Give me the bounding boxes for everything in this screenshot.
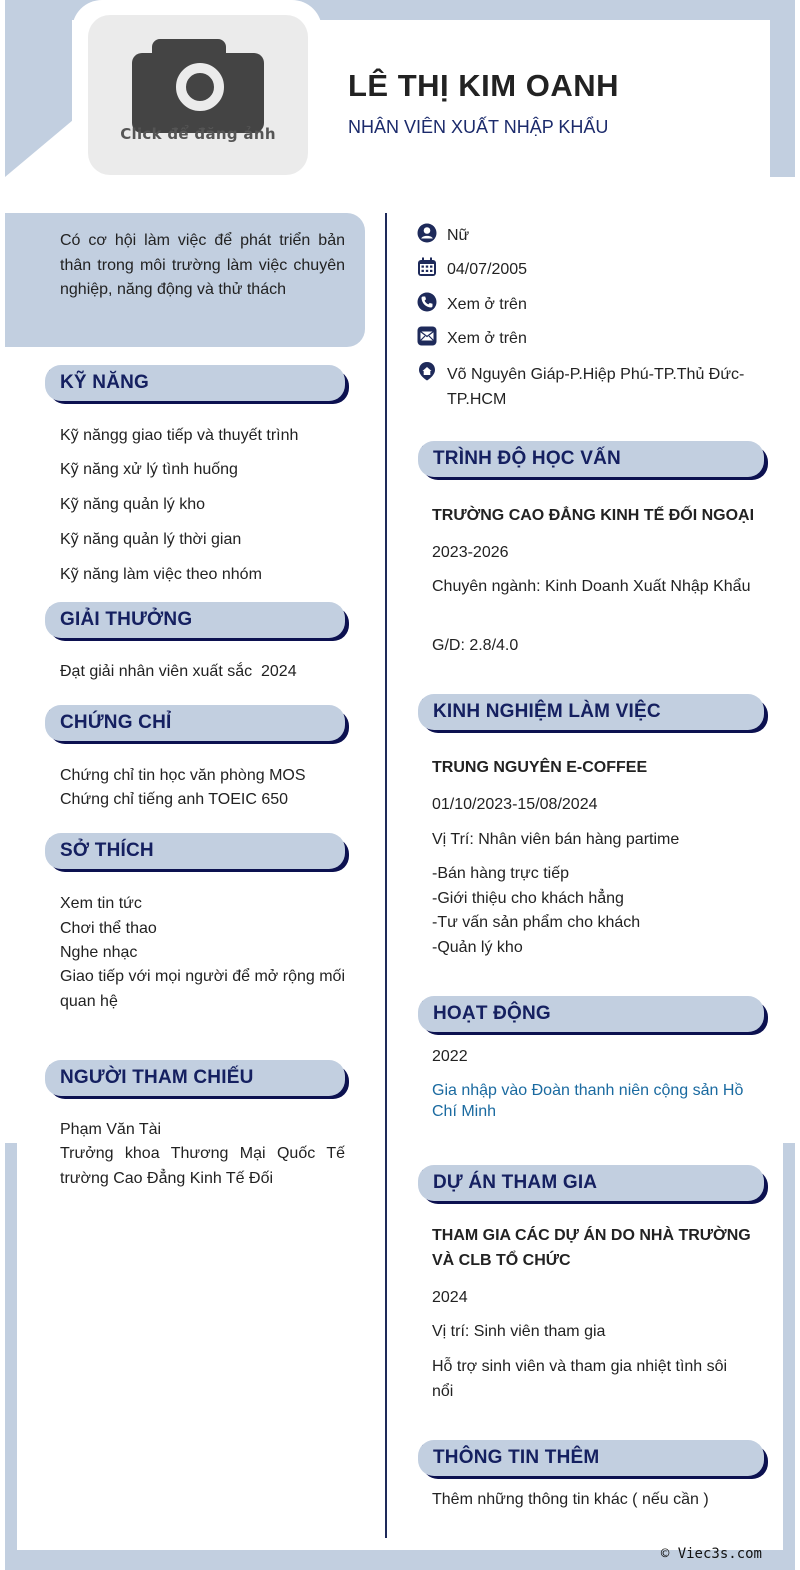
phone-icon [417, 292, 437, 312]
section-title: DỰ ÁN THAM GIA [433, 1172, 598, 1193]
skill-item: Kỹ năng xử lý tình huống [60, 461, 238, 478]
section-header-hobbies [45, 833, 345, 869]
section-title: NGƯỜI THAM CHIẾU [60, 1067, 254, 1088]
contact-gender: Nữ [447, 227, 470, 244]
education-period: 2023-2026 [432, 544, 509, 561]
footer-watermark: © Viec3s.com [660, 1546, 762, 1562]
project-name: THAM GIA CÁC DỰ ÁN DO NHÀ TRƯỜNG VÀ CLB TỔ CHỨC [432, 1227, 751, 1269]
project-year: 2024 [432, 1289, 468, 1306]
career-objective: Có cơ hội làm việc để phát triển bản thân trong môi trường làm việc chuyên nghiệp, năng động và thử thách [5, 213, 365, 347]
section-header-projects [418, 1165, 764, 1201]
photo-caption: Click để đăng ảnh [120, 125, 276, 143]
section-title: CHỨNG CHỈ [60, 712, 172, 733]
award-item: Đạt giải nhân viên xuất sắc 2024 [60, 663, 297, 680]
section-header-education [418, 441, 764, 477]
section-title: THÔNG TIN THÊM [433, 1447, 600, 1468]
column-divider [385, 213, 387, 1538]
section-header-skills [45, 365, 345, 401]
project-description: Hỗ trợ sinh viên và tham gia nhiệt tình sôi nổi [432, 1358, 728, 1400]
experience-position: Vị Trí: Nhân viên bán hàng partime [432, 831, 680, 848]
education-gpa: G/D: 2.8/4.0 [432, 637, 519, 654]
project-role: Vị trí: Sinh viên tham gia [432, 1323, 606, 1340]
section-title: SỞ THÍCH [60, 840, 154, 861]
photo-upload[interactable] [88, 15, 308, 175]
section-title: GIẢI THƯỞNG [60, 609, 193, 630]
section-header-activities [418, 996, 764, 1032]
candidate-name: LÊ THỊ KIM OANH [348, 68, 619, 103]
reference-detail: Trưởng khoa Thương Mại Quốc Tế trường Cao Đẳng Kinh Tế Đối [60, 1145, 345, 1187]
footer-panel [17, 1143, 783, 1550]
skill-item: Kỹ năng làm việc theo nhóm [60, 566, 262, 583]
section-title: KỸ NĂNG [60, 372, 150, 393]
certificate-item: Chứng chỉ tin học văn phòng MOS [60, 767, 306, 784]
education-school: TRƯỜNG CAO ĐẲNG KINH TẾ ĐỐI NGOẠI [432, 507, 755, 524]
experience-duty: -Tư vấn sản phẩm cho khách [432, 914, 641, 931]
contact-address: Võ Nguyên Giáp-P.Hiệp Phú-TP.Thủ Đức-TP.HCM [447, 366, 745, 408]
skill-item: Kỹ năng quản lý thời gian [60, 531, 242, 548]
email-icon [417, 326, 437, 346]
experience-duty: -Bán hàng trực tiếp [432, 865, 570, 882]
hobby-item: Giao tiếp với mọi người để mở rộng mối quan hệ [60, 968, 345, 1010]
hobby-item: Nghe nhạc [60, 944, 138, 961]
section-header-awards [45, 602, 345, 638]
contact-birthday: 04/07/2005 [447, 261, 528, 278]
section-title: HOẠT ĐỘNG [433, 1003, 551, 1024]
experience-period: 01/10/2023-15/08/2024 [432, 796, 598, 813]
extra-info: Thêm những thông tin khác ( nếu cần ) [432, 1491, 709, 1508]
education-major: Chuyên ngành: Kinh Doanh Xuất Nhập Khẩu [432, 578, 751, 595]
skill-item: Kỹ năng quản lý kho [60, 496, 205, 513]
reference-name: Phạm Văn Tài [60, 1121, 162, 1138]
header-corner [5, 120, 73, 177]
hobby-item: Chơi thể thao [60, 920, 157, 937]
location-icon [417, 361, 437, 381]
experience-duty: -Giới thiệu cho khách hẳng [432, 890, 624, 907]
calendar-icon [417, 257, 437, 277]
contact-phone: Xem ở trên [447, 296, 527, 313]
contact-email: Xem ở trên [447, 330, 527, 347]
activity-description: Gia nhập vào Đoàn thanh niên cộng sản Hồ Chí Minh [432, 1082, 744, 1120]
job-title: NHÂN VIÊN XUẤT NHẬP KHẨU [348, 117, 609, 137]
hobby-item: Xem tin tức [60, 895, 142, 912]
activity-year: 2022 [432, 1048, 468, 1065]
certificate-item: Chứng chỉ tiếng anh TOEIC 650 [60, 791, 289, 808]
section-title: TRÌNH ĐỘ HỌC VẤN [433, 448, 621, 469]
user-icon [417, 223, 437, 243]
section-header-references [45, 1060, 345, 1096]
section-header-certificates [45, 705, 345, 741]
experience-company: TRUNG NGUYÊN E-COFFEE [432, 759, 648, 776]
skill-item: Kỹ năngg giao tiếp và thuyết trình [60, 427, 299, 444]
section-title: KINH NGHIỆM LÀM VIỆC [433, 701, 661, 722]
experience-duty: -Quản lý kho [432, 939, 523, 956]
section-header-extra [418, 1440, 764, 1476]
section-header-experience [418, 694, 764, 730]
